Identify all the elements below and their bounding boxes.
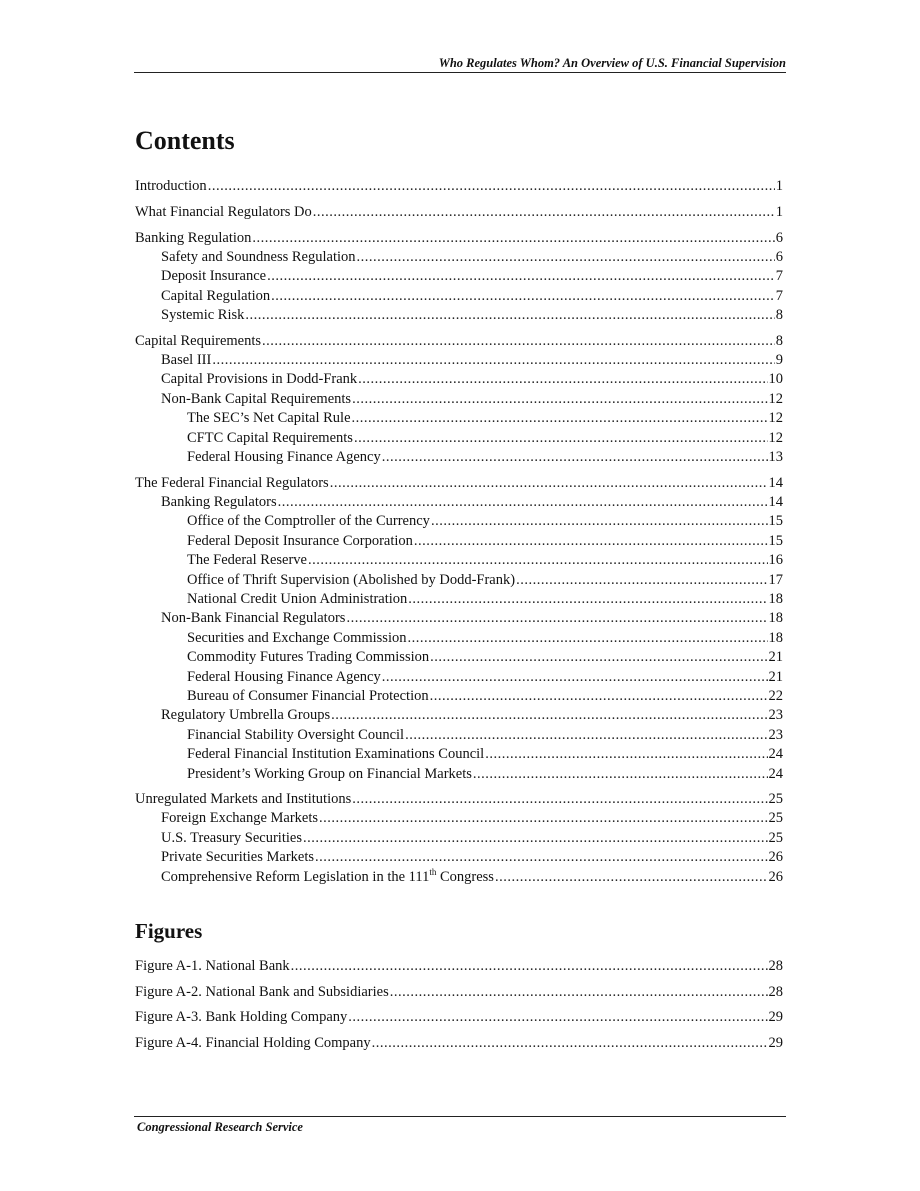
- toc-entry-title: Comprehensive Reform Legislation in the 111th Congress: [161, 866, 494, 885]
- toc-entry-page: 25: [768, 810, 783, 827]
- figure-entry-page: 29: [768, 1035, 783, 1052]
- dot-leader: [278, 493, 768, 512]
- toc-entry-title: Banking Regulation: [135, 229, 252, 246]
- toc-entry-page: 25: [768, 829, 783, 846]
- toc-entry-title: Capital Provisions in Dodd-Frank: [161, 371, 358, 388]
- toc-entry-page: 15: [768, 532, 783, 549]
- dot-leader: [315, 848, 767, 867]
- toc-entry-title: Non-Bank Capital Requirements: [161, 390, 352, 407]
- toc-entry-page: 13: [768, 449, 783, 465]
- toc-entry[interactable]: [187, 687, 783, 706]
- toc-entry[interactable]: [187, 512, 783, 531]
- figure-entry-page: 28: [768, 958, 783, 974]
- toc-entry-page: 24: [768, 765, 783, 782]
- toc-entry-title: Capital Requirements: [135, 332, 262, 349]
- toc-entry[interactable]: [187, 409, 783, 428]
- dot-leader: [308, 551, 768, 570]
- toc-entry[interactable]: [161, 306, 783, 325]
- dot-leader: [262, 332, 775, 351]
- toc-entry[interactable]: [161, 248, 783, 267]
- toc-entry-title: The SEC’s Net Capital Rule: [187, 410, 351, 427]
- toc-entry-page: 8: [775, 332, 783, 349]
- dot-leader: [516, 571, 767, 590]
- toc-entry[interactable]: [187, 745, 783, 764]
- toc-entry[interactable]: [187, 551, 783, 570]
- toc-entry-page: 21: [768, 668, 783, 685]
- toc-entry-title: CFTC Capital Requirements: [187, 429, 353, 446]
- dot-leader: [372, 1034, 768, 1053]
- figure-entry-title: Figure A-2. National Bank and Subsidiaries: [135, 983, 389, 1000]
- toc-entry-page: 24: [768, 746, 783, 763]
- toc-entry-page: 12: [768, 390, 783, 407]
- toc-entry-page: 8: [775, 307, 783, 324]
- dot-leader: [354, 429, 768, 448]
- toc-entry-page: 12: [768, 410, 783, 427]
- figure-entry[interactable]: [135, 957, 783, 976]
- toc-entry[interactable]: [161, 287, 783, 306]
- toc-entry-title: The Federal Financial Regulators: [135, 474, 329, 491]
- toc-entry-page: 22: [768, 687, 783, 704]
- toc-entry-page: 12: [768, 429, 783, 446]
- toc-entry-page: 26: [768, 849, 783, 866]
- dot-leader: [352, 409, 768, 428]
- toc-entry-title: Non-Bank Financial Regulators: [161, 610, 346, 627]
- toc-entry[interactable]: [187, 765, 783, 784]
- toc-entry-title: Capital Regulation: [161, 287, 271, 304]
- dot-leader: [271, 287, 775, 306]
- dot-leader: [303, 829, 768, 848]
- toc-entry-page: 1: [775, 204, 783, 220]
- footer-source: Congressional Research Service: [137, 1120, 303, 1134]
- toc-entry[interactable]: [187, 590, 783, 609]
- dot-leader: [407, 629, 767, 648]
- toc-entry-title: Systemic Risk: [161, 307, 245, 324]
- toc-entry-page: 18: [768, 590, 783, 607]
- toc-entry-title: Foreign Exchange Markets: [161, 810, 319, 827]
- dot-leader: [390, 983, 768, 1002]
- dot-leader: [405, 726, 767, 745]
- dot-leader: [331, 706, 767, 725]
- toc-entry[interactable]: [161, 706, 783, 725]
- dot-leader: [346, 609, 767, 628]
- toc-entry-page: 1: [775, 178, 783, 194]
- figure-entry[interactable]: [135, 983, 783, 1002]
- toc-entry[interactable]: [135, 177, 783, 196]
- toc-entry-page: 23: [768, 726, 783, 743]
- toc-entry-title: President’s Working Group on Financial Markets: [187, 765, 472, 782]
- toc-entry-page: 15: [768, 513, 783, 530]
- dot-leader: [267, 267, 775, 286]
- toc-entry-title: Bureau of Consumer Financial Protection: [187, 687, 429, 704]
- dot-leader: [352, 790, 767, 809]
- toc-entry-page: 25: [768, 791, 783, 807]
- toc-entry-title: The Federal Reserve: [187, 552, 307, 569]
- dot-leader: [485, 745, 767, 764]
- running-header: Who Regulates Whom? An Overview of U.S. Financial Supervision: [438, 56, 786, 70]
- toc-entry[interactable]: [161, 370, 783, 389]
- toc-entry-title: U.S. Treasury Securities: [161, 829, 302, 846]
- toc-entry-title: Securities and Exchange Commission: [187, 629, 407, 646]
- dot-leader: [348, 1008, 767, 1027]
- toc-entry-title: Office of the Comptroller of the Currency: [187, 513, 430, 530]
- toc-entry-page: 6: [775, 248, 783, 265]
- dot-leader: [352, 390, 767, 409]
- toc-entry-page: 26: [768, 868, 783, 885]
- toc-entry[interactable]: [187, 429, 783, 448]
- toc-entry-page: 17: [768, 571, 783, 588]
- figure-entry-page: 28: [768, 983, 783, 1000]
- toc-entry[interactable]: [187, 571, 783, 590]
- toc-entry-title: Federal Housing Finance Agency: [187, 449, 381, 465]
- toc-entry-title: Federal Housing Finance Agency: [187, 668, 381, 685]
- toc-entry[interactable]: [187, 726, 783, 745]
- dot-leader: [319, 809, 767, 828]
- dot-leader: [208, 177, 775, 196]
- toc-entry-title: Unregulated Markets and Institutions: [135, 791, 352, 807]
- figure-entry-page: 29: [768, 1009, 783, 1026]
- toc-entry-title: Commodity Futures Trading Commission: [187, 649, 430, 666]
- toc-entry-page: 14: [768, 493, 783, 510]
- dot-leader: [408, 590, 767, 609]
- toc-entry-title: Federal Deposit Insurance Corporation: [187, 532, 413, 549]
- toc-entry-page: 10: [768, 371, 783, 388]
- toc-entry[interactable]: [161, 809, 783, 828]
- toc-entry-page: 9: [775, 352, 783, 368]
- toc-entry-page: 16: [768, 552, 783, 569]
- toc-entry-title: Banking Regulators: [161, 493, 277, 510]
- toc-entry[interactable]: [161, 390, 783, 409]
- toc-entry-title: National Credit Union Administration: [187, 590, 408, 607]
- dot-leader: [382, 668, 768, 687]
- toc-entry[interactable]: [161, 351, 783, 370]
- toc-entry[interactable]: [187, 532, 783, 551]
- toc-entry[interactable]: [187, 668, 783, 687]
- figure-entry-title: Figure A-3. Bank Holding Company: [135, 1009, 348, 1026]
- toc-entry[interactable]: [161, 493, 783, 512]
- figure-entry[interactable]: [135, 1034, 783, 1053]
- toc-entry-page: 14: [768, 474, 783, 491]
- toc-entry-page: 18: [768, 629, 783, 646]
- toc-entry[interactable]: [135, 332, 783, 351]
- toc-entry-page: 18: [768, 610, 783, 627]
- figure-entry-title: Figure A-4. Financial Holding Company: [135, 1035, 371, 1052]
- toc-entry-title: Safety and Soundness Regulation: [161, 248, 356, 265]
- toc-entry-page: 7: [775, 287, 783, 304]
- figure-entry-title: Figure A-1. National Bank: [135, 958, 290, 974]
- figure-entry[interactable]: [135, 1008, 783, 1027]
- dot-leader: [330, 474, 768, 493]
- toc-entry[interactable]: [187, 629, 783, 648]
- toc-entry-title: Regulatory Umbrella Groups: [161, 707, 331, 724]
- toc-entry[interactable]: [135, 474, 783, 493]
- dot-leader: [414, 532, 768, 551]
- footer-rule: [134, 1116, 786, 1117]
- toc-entry[interactable]: [135, 229, 783, 248]
- toc-entry[interactable]: [161, 848, 783, 867]
- dot-leader: [430, 687, 768, 706]
- dot-leader: [291, 957, 768, 976]
- dot-leader: [430, 648, 767, 667]
- header-rule: [134, 72, 786, 73]
- toc-entry-title: Deposit Insurance: [161, 268, 267, 285]
- dot-leader: [245, 306, 774, 325]
- toc-entry[interactable]: [135, 790, 783, 809]
- dot-leader: [357, 248, 775, 267]
- contents-heading: Contents: [135, 126, 235, 155]
- dot-leader: [431, 512, 768, 531]
- toc-entry-page: 6: [775, 229, 783, 246]
- toc-entry[interactable]: [161, 609, 783, 628]
- toc-entry-page: 23: [768, 707, 783, 724]
- toc-entry-title: Federal Financial Institution Examinations Council: [187, 746, 485, 763]
- dot-leader: [313, 203, 775, 222]
- toc-entry-title: Office of Thrift Supervision (Abolished by Dodd-Frank): [187, 571, 516, 588]
- toc-entry[interactable]: [161, 267, 783, 286]
- figures-heading: Figures: [135, 919, 203, 943]
- dot-leader: [495, 868, 768, 887]
- toc-entry[interactable]: [161, 868, 783, 887]
- dot-leader: [252, 229, 774, 248]
- toc-entry-page: 7: [775, 268, 783, 285]
- toc-entry[interactable]: [187, 448, 783, 467]
- toc-entry-title: Private Securities Markets: [161, 849, 315, 866]
- toc-entry-page: 21: [768, 649, 783, 666]
- toc-entry[interactable]: [135, 203, 783, 222]
- dot-leader: [382, 448, 768, 467]
- dot-leader: [473, 765, 768, 784]
- dot-leader: [212, 351, 774, 370]
- toc-entry-title: What Financial Regulators Do: [135, 204, 312, 220]
- toc-entry-title: Basel III: [161, 352, 212, 368]
- toc-entry-title: Introduction: [135, 178, 207, 194]
- dot-leader: [358, 370, 767, 389]
- toc-entry[interactable]: [161, 829, 783, 848]
- toc-entry[interactable]: [187, 648, 783, 667]
- toc-entry-title: Financial Stability Oversight Council: [187, 726, 405, 743]
